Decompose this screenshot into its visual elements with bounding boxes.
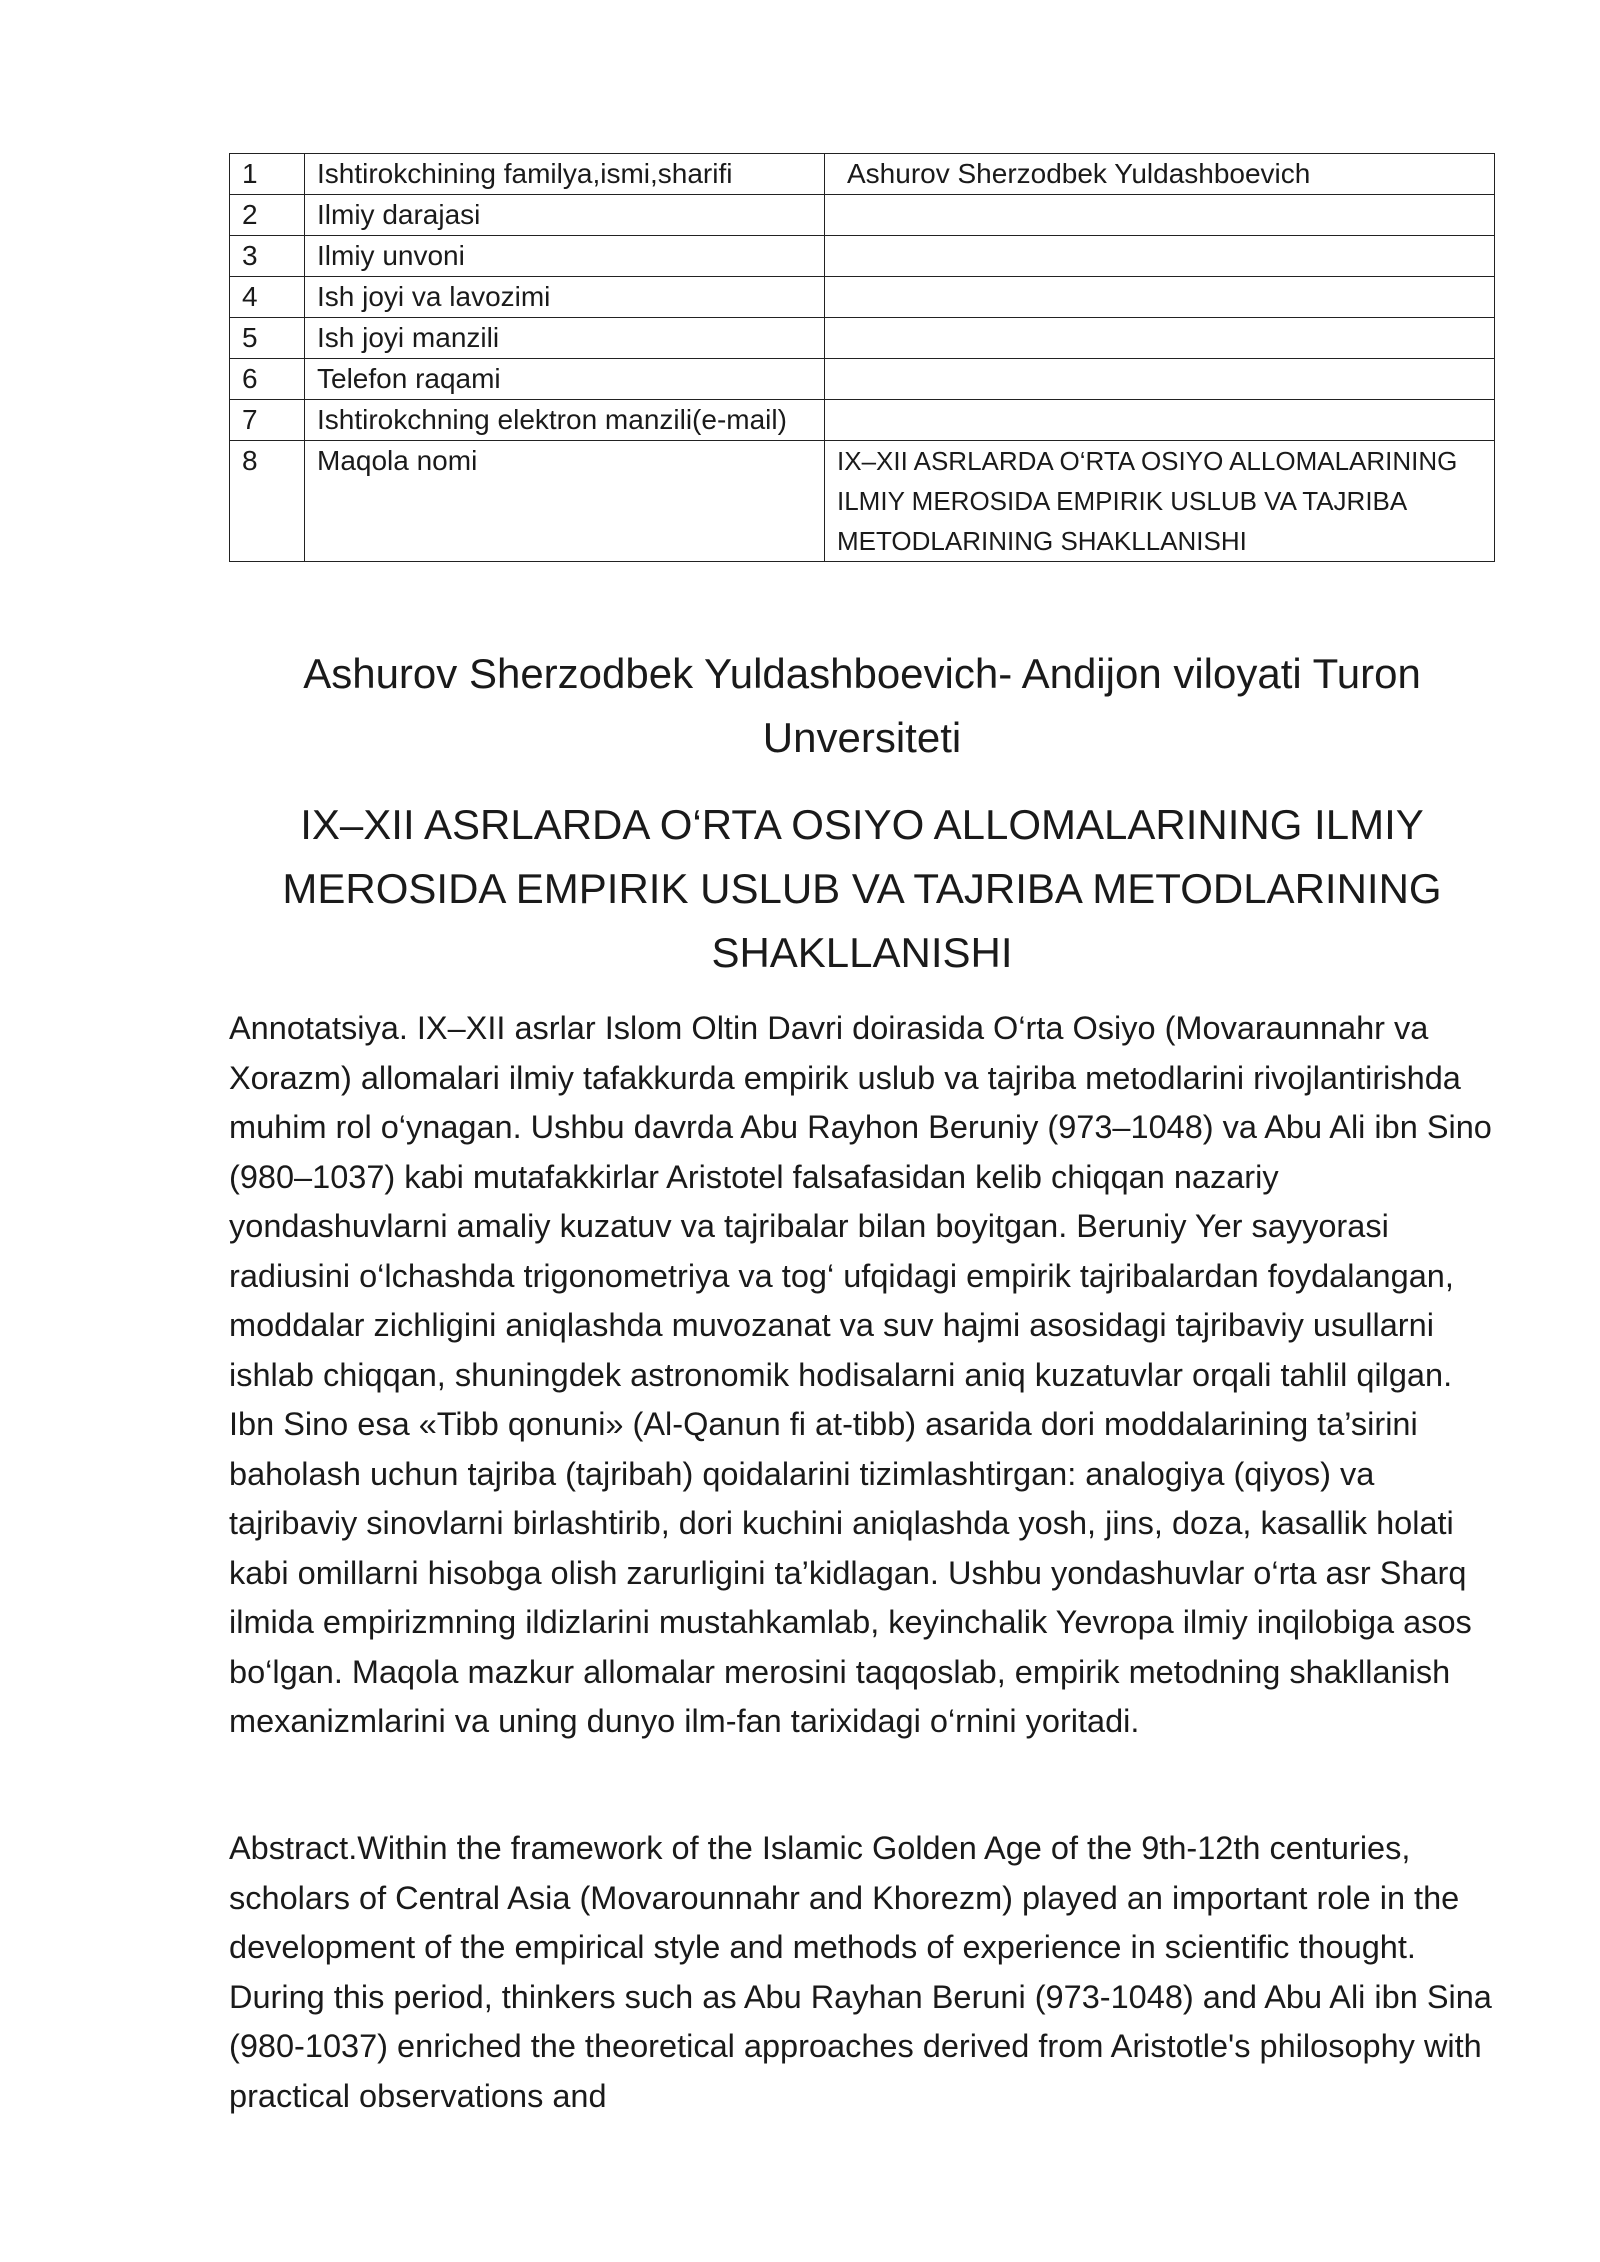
row-value	[825, 359, 1495, 400]
author-affiliation: Ashurov Sherzodbek Yuldashboevich- Andijon viloyati Turon Unversiteti	[303, 650, 1421, 761]
table-row	[230, 359, 1495, 400]
row-label: Maqola nomi	[305, 441, 825, 562]
row-label: Ilmiy darajasi	[305, 195, 825, 236]
row-value	[825, 236, 1495, 277]
table-row	[230, 154, 1495, 195]
row-value	[825, 318, 1495, 359]
row-number: 4	[230, 277, 305, 318]
participant-info-table	[229, 153, 1495, 562]
row-number: 8	[230, 441, 305, 562]
row-label: Ish joyi va lavozimi	[305, 277, 825, 318]
row-number: 2	[230, 195, 305, 236]
row-value	[825, 277, 1495, 318]
table-row	[230, 195, 1495, 236]
row-value	[825, 195, 1495, 236]
row-number: 5	[230, 318, 305, 359]
annotation-paragraph: Annotatsiya. IX–XII asrlar Islom Oltin Davri doirasida O‘rta Osiyo (Movaraunnahr va Xorazm) allomalari ilmiy tafakkurda empirik uslub va tajriba metodlarini rivojlantirishda muhim rol o‘ynagan. Ushbu davrda Abu Rayhon Beruniy (973–1048) va Abu Ali ibn Sino (980–1037) kabi mutafakkirlar Aristotel falsafasidan kelib chiqqan nazariy yondashuvlarni amaliy kuzatuv va tajribalar bilan boyitgan. Beruniy Yer sayyorasi radiusini o‘lchashda trigonometriya va tog‘ ufqidagi empirik tajribalardan foydalangan, moddalar zichligini aniqlashda muvozanat va suv hajmi asosidagi tajribaviy usullarni ishlab chiqqan, shuningdek astronomik hodisalarni aniq kuzatuvlar orqali tahlil qilgan. Ibn Sino esa «Tibb qonuni» (Al-Qanun fi at-tibb) asarida dori moddalarining ta’sirini baholash uchun tajriba (tajribah) qoidalarini tizimlashtirgan: analogiya (qiyos) va tajribaviy sinovlarni birlashtirib, dori kuchini aniqlashda yosh, jins, doza, kasallik holati kabi omillarni hisobga olish zarurligini ta’kidlagan. Ushbu yondashuvlar o‘rta asr Sharq ilmida empirizmning ildizlarini mustahkamlab, keyinchalik Yevropa ilmiy inqilobiga asos bo‘lgan. Maqola mazkur allomalar merosini taqqoslab, empirik metodning shakllanish mexanizmlarini va uning dunyo ilm-fan tarixidagi o‘rnini yoritadi.	[229, 1010, 1492, 1739]
table-row	[230, 277, 1495, 318]
table-row	[230, 236, 1495, 277]
row-value	[825, 400, 1495, 441]
row-label: Ilmiy unvoni	[305, 236, 825, 277]
row-value: Ashurov Sherzodbek Yuldashboevich	[825, 154, 1495, 195]
row-label: Telefon raqami	[305, 359, 825, 400]
row-value: IX–XII ASRLARDA O‘RTA OSIYO ALLOMALARINING ILMIY MEROSIDA EMPIRIK USLUB VA TAJRIBA METODLARINING SHAKLLANISHI	[825, 441, 1495, 562]
table-row	[230, 318, 1495, 359]
row-number: 1	[230, 154, 305, 195]
row-label: Ishtirokchning elektron manzili(e-mail)	[305, 400, 825, 441]
row-label: Ishtirokchining familya,ismi,sharifi	[305, 154, 825, 195]
row-number: 3	[230, 236, 305, 277]
abstract-paragraph: Abstract.Within the framework of the Islamic Golden Age of the 9th-12th centuries, scholars of Central Asia (Movarounnahr and Khorezm) played an important role in the development of the empirical style and methods of experience in scientific thought. During this period, thinkers such as Abu Rayhan Beruni (973-1048) and Abu Ali ibn Sina (980-1037) enriched the theoretical approaches derived from Aristotle's philosophy with practical observations and	[229, 1830, 1492, 2114]
table-row	[230, 441, 1495, 562]
table-row	[230, 400, 1495, 441]
row-number: 6	[230, 359, 305, 400]
row-number: 7	[230, 400, 305, 441]
row-label: Ish joyi manzili	[305, 318, 825, 359]
article-title: IX–XII ASRLARDA O‘RTA OSIYO ALLOMALARINING ILMIY MEROSIDA EMPIRIK USLUB VA TAJRIBA METODLARINING SHAKLLANISHI	[282, 801, 1442, 976]
